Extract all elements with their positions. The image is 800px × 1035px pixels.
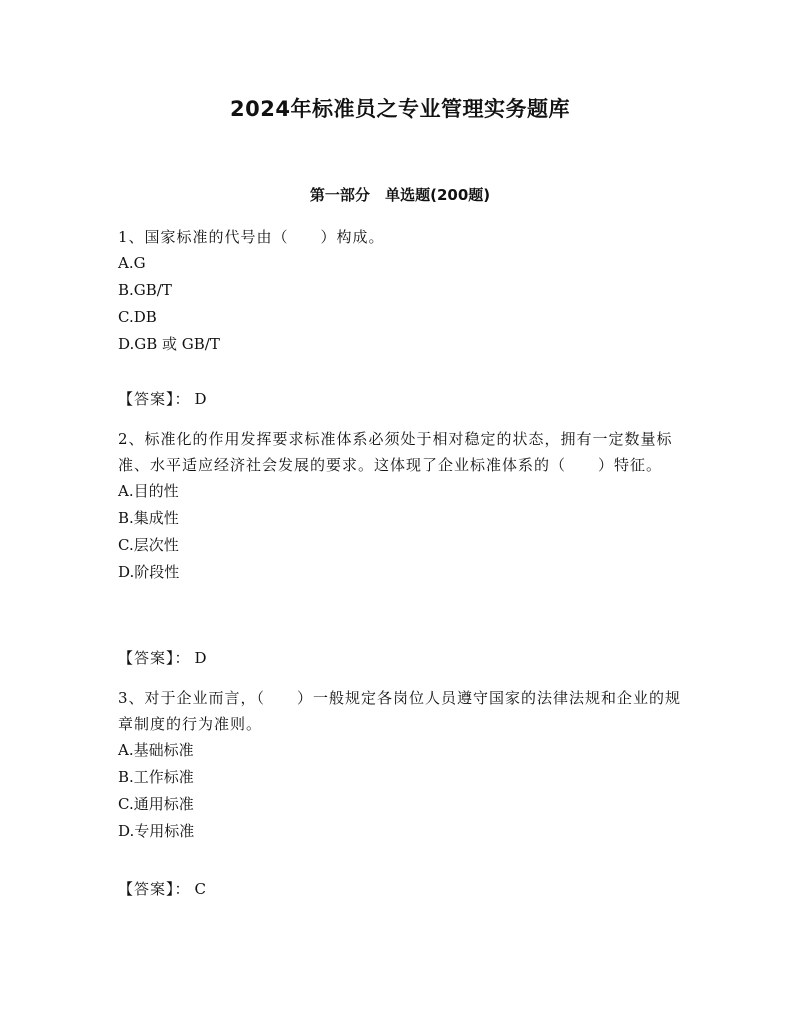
question-3-option-b: B.工作标准: [118, 768, 194, 786]
question-1-answer: [118, 386, 208, 412]
answer-value: D: [194, 649, 208, 667]
question-1-stem: 1、国家标准的代号由（ ）构成。: [118, 228, 385, 246]
section-heading: [0, 184, 800, 205]
answer-value: D: [194, 390, 208, 408]
question-1-option-a: A.G: [118, 254, 146, 272]
question-2-option-b: B.集成性: [118, 509, 179, 527]
question-3: [118, 685, 684, 845]
question-2-answer: [118, 645, 208, 671]
answer-value: C: [194, 880, 207, 898]
question-3-option-a: A.基础标准: [118, 741, 194, 759]
question-3-answer: [118, 876, 207, 902]
question-2-option-c: C.层次性: [118, 536, 179, 554]
section-name: 第一部分: [309, 186, 370, 204]
question-2-option-a: A.目的性: [118, 482, 179, 500]
question-1: [118, 224, 684, 358]
answer-label: 【答案】：: [118, 649, 191, 667]
answer-label: 【答案】：: [118, 880, 191, 898]
question-3-option-d: D.专用标准: [118, 822, 195, 840]
question-3-stem: 3、对于企业而言，（ ）一般规定各岗位人员遵守国家的法律法规和企业的规章制度的行为准则。: [118, 689, 682, 733]
answer-label: 【答案】：: [118, 390, 191, 408]
question-3-option-c: C.通用标准: [118, 795, 194, 813]
question-1-option-c: C.DB: [118, 308, 157, 326]
question-1-option-b: B.GB/T: [118, 281, 172, 299]
document-title: 2024年标准员之专业管理实务题库: [230, 97, 570, 121]
section-subtitle: 单选题(200题): [385, 186, 491, 204]
question-2: [118, 426, 684, 586]
question-2-option-d: D.阶段性: [118, 563, 180, 581]
question-2-stem: 2、标准化的作用发挥要求标准体系必须处于相对稳定的状态，拥有一定数量标准、水平适应经济社会发展的要求。这体现了企业标准体系的（ ）特征。: [118, 430, 673, 474]
question-1-option-d: D.GB 或 GB/T: [118, 335, 220, 353]
